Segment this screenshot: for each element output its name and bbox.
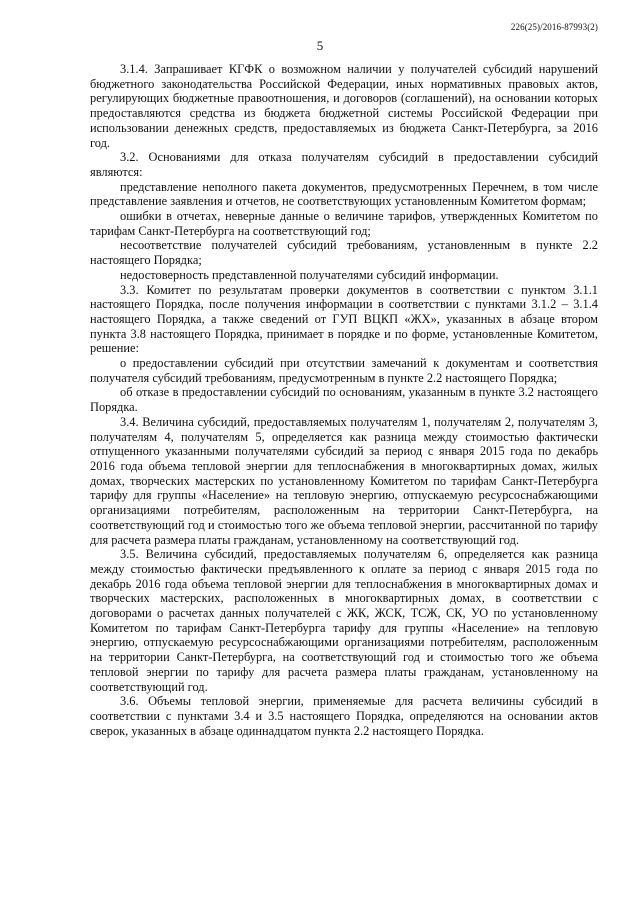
paragraph-refusal-incomplete-docs: представление неполного пакета документов, предусмотренных Перечнем, в том числе представление заявления и отчетов, не соответствующих установленным Комитетом формам; [90,179,598,209]
paragraph-refusal-unreliable-info: недостоверность представленной получателями субсидий информации. [120,267,499,282]
paragraph-3-3: 3.3. Комитет по результатам проверки документов в соответствии с пунктом 3.1.1 настоящего Порядка, после получения информации в соответствии с пунктами 3.1.2 – 3.1.4 настоящего Порядка, а также сведений от ГУП ВЦКП «ЖХ», указанных в абзаце втором пункта 3.8 настоящего Порядка, принимает в порядке и по форме, установленные Комитетом, решение: [90,282,598,356]
paragraph-3-6: 3.6. Объемы тепловой энергии, применяемые для расчета величины субсидий в соответствии с пунктами 3.4 и 3.5 настоящего Порядка, определяются на основании актов сверок, указанных в абзаце одиннадцатом пункта 2.2 настоящего Порядка. [90,694,598,738]
paragraph-decision-refuse: об отказе в предоставлении субсидий по основаниям, указанным в пункте 3.2 настоящего Порядка. [90,385,598,415]
paragraph-decision-grant: о предоставлении субсидий при отсутствии замечаний к документам и соответствия получателя субсидий требованиям, предусмотренным в пункте 2.2 настоящего Порядка; [90,356,598,385]
page-number: 5 [316,38,324,53]
paragraph-3-4: 3.4. Величина субсидий, предоставляемых получателям 1, получателям 2, получателям 3, получателям 4, получателям 5, определяется как разница между стоимостью фактически отпущенного указанными получателями субсидий за период с января 2015 года по декабрь 2016 года объема тепловой энергии для теплоснабжения в многоквартирных домах, жилых домах, творческих мастерских по установленному Комитетом по тарифам Санкт-Петербурга тарифу для группы «Население» на тепловую энергию, отпускаемую ресурсоснабжающими организациями потребителям, расположенным на территории Санкт-Петербурга, на соответствующий год и стоимостью того же объема тепловой энергии, рассчитанной по тарифу для расчета размера платы гражданам, установленному на соответствующий год. [90,414,598,547]
document-code: 226(25)/2016-87993(2) [510,22,598,32]
paragraph-3-2: 3.2. Основаниями для отказа получателям субсидий в предоставлении субсидий являются: [90,150,598,179]
paragraph-refusal-errors: ошибки в отчетах, неверные данные о величине тарифов, утвержденных Комитетом по тарифам Санкт-Петербурга на соответствующий год; [90,209,598,238]
paragraph-refusal-noncompliance: несоответствие получателей субсидий требованиям, установленным в пункте 2.2 настоящего Порядка; [90,238,598,268]
paragraph-3-5: 3.5. Величина субсидий, предоставляемых получателям 6, определяется как разница между стоимостью фактически предъявленного к оплате за период с января 2015 года по декабрь 2016 года объема тепловой энергии для теплоснабжения в многоквартирных домах и творческих мастерских, расположенных в многоквартирных домах, в соответствии с договорами о расчетах данных получателей с ЖК, ЖСК, ТСЖ, СК, УО по установленному Комитетом по тарифам Санкт-Петербурга тарифу для группы «Население» на тепловую энергию, отпускаемую ресурсоснабжающими организациями потребителям, расположенным на территории Санкт-Петербурга, на соответствующий год и стоимостью того же объема тепловой энергии по тарифу для расчета размера платы гражданам, установленному на соответствующий год. [90,547,598,694]
paragraph-3-1-4: 3.1.4. Запрашивает КГФК о возможном наличии у получателей субсидий нарушений бюджетного законодательства Российской Федерации, иных нормативных правовых актов, регулирующих бюджетные правоотношения, и договоров (соглашений), на основании которых предоставляются средства из бюджета бюджетной системы Российской Федерации при использовании денежных средств, предоставляемых из бюджета Санкт-Петербурга, за 2016 год. [90,62,598,150]
document-body [90,62,598,738]
